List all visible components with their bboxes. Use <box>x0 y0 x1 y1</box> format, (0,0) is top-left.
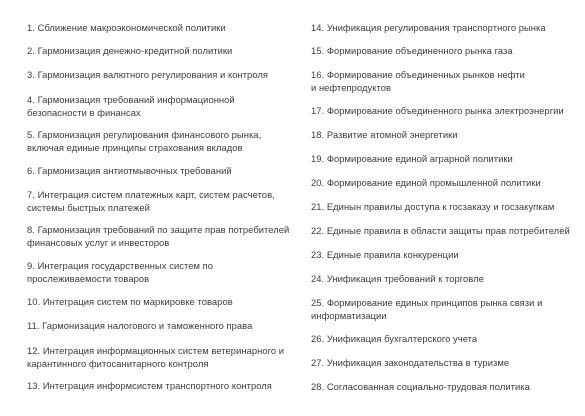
list-item-line: 23. Единые правила конкуренции <box>311 249 459 260</box>
list-item-line: 8. Гармонизация требований по защите прав потребителей <box>27 224 290 235</box>
list-item-line: 6. Гармонизация антиотмывочных требований <box>27 165 232 176</box>
list-item <box>27 189 275 214</box>
list-item-line: 10. Интеграция систем по маркировке товаров <box>27 296 233 307</box>
list-item <box>311 225 570 238</box>
list-item <box>27 129 261 154</box>
list-item-line: 3. Гармонизация валютного регулирования и контроля <box>27 69 269 80</box>
list-item-line: 21. Единын правилы доступа к госзаказу и госзакупкам <box>311 201 555 212</box>
list-item <box>311 249 459 262</box>
list-item-line: 26. Унификация бухгалтерского учета <box>311 333 478 344</box>
list-item-line: безопасности в финансах <box>27 106 141 118</box>
list-item-line: 22. Единые правила в области защиты прав потребителей <box>311 225 570 236</box>
list-item <box>311 201 554 214</box>
list-item-line: системы быстрых платежей <box>27 201 150 213</box>
list-item <box>311 69 525 94</box>
list-item-line: 12. Интеграция информационных систем ветеринарного и <box>27 345 285 356</box>
list-item-line: 9. Интеграция государственных систем по <box>27 260 214 271</box>
list-item <box>27 94 235 119</box>
list-item-line: информатизации <box>311 309 387 321</box>
list-item-line: включая единые принципы страхования вкладов <box>27 141 243 153</box>
list-item-line: 13. Интеграция информсистем транспортного контроля <box>27 380 272 391</box>
list-item-line: карантинного фитосанитарного контроля <box>27 357 209 369</box>
list-item <box>27 69 268 82</box>
list-item <box>311 177 541 190</box>
list-item <box>311 297 542 322</box>
list-item-line: 18. Развитие атомной энергетики <box>311 129 458 140</box>
list-item-line: 17. Формирование объединенного рынка электроэнергии <box>311 105 564 116</box>
list-item-line: 14. Унификация регулирования транспортного рынка <box>311 22 546 33</box>
list-item-line: 11. Гармонизация налогового и таможенного права <box>27 320 253 331</box>
list-item <box>311 22 546 35</box>
list-item <box>27 165 232 178</box>
list-item <box>311 357 509 370</box>
list-item-line: 28. Согласованная социально-трудовая политика <box>311 381 530 392</box>
list-item <box>27 345 284 370</box>
list-item-line: 25. Формирование единых принципов рынка связи и <box>311 297 543 308</box>
list-item-line: 24. Унификация требований к торговле <box>311 273 484 284</box>
list-item <box>311 273 484 286</box>
list-item-line: 7. Интеграция систем платежных карт, систем расчетов, <box>27 189 275 200</box>
list-item-line: 15. Формирование объединенного рынка газа <box>311 45 513 56</box>
list-item-line: 20. Формирование единой промышленной политики <box>311 177 541 188</box>
list-item-line: 5. Гармонизация регулирования финансового рынка, <box>27 129 262 140</box>
list-item <box>27 45 232 58</box>
list-item <box>27 380 272 393</box>
list-item <box>311 381 530 394</box>
list-item <box>27 224 289 249</box>
list-item-line: финансовых услуг и инвесторов <box>27 236 170 248</box>
list-item-line: 1. Сближение макроэкономической политики <box>27 22 226 33</box>
list-item-line: 19. Формирование единой аграрной политики <box>311 153 513 164</box>
list-item <box>311 333 477 346</box>
list-item-line: 4. Гармонизация требований информационной <box>27 94 235 105</box>
list-item-line: 27. Унификация законодательства в туризме <box>311 357 510 368</box>
list-item <box>27 320 252 333</box>
list-item-line: и нефтепродуктов <box>311 81 391 93</box>
list-item-line: 16. Формирование объединенных рынков нефти <box>311 69 525 80</box>
list-item-line: 2. Гармонизация денежно-кредитной политики <box>27 45 233 56</box>
list-item <box>27 22 226 35</box>
list-item <box>27 260 213 285</box>
list-item <box>311 153 513 166</box>
list-item <box>27 296 233 309</box>
list-item <box>311 129 458 142</box>
list-item <box>311 105 564 118</box>
list-item <box>311 45 513 58</box>
list-item-line: прослеживаемости товаров <box>27 272 150 284</box>
